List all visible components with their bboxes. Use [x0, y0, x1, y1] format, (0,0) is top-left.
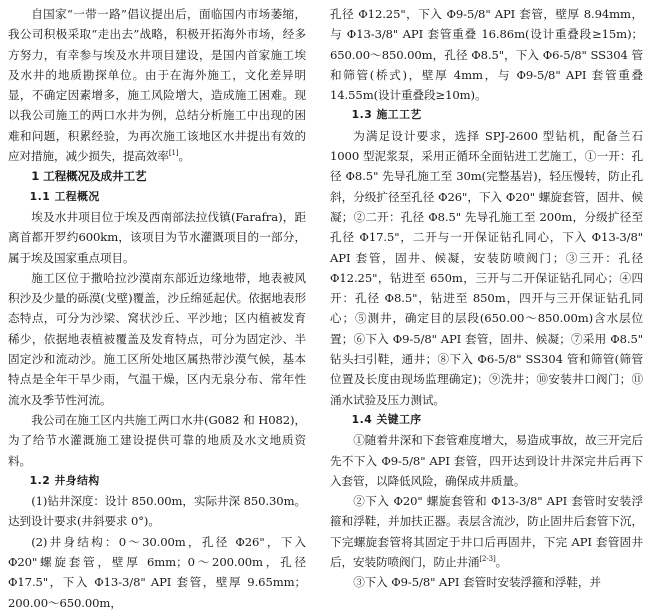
subsection-heading-1-2: 1.2 井身结构 [29, 473, 100, 487]
site-description-paragraph: 施工区位于撒哈拉沙漠南东部近边缘地带，地表被风积沙及少量的砾漠(戈壁)覆盖，沙丘绵延起伏。依据地表形态特点，可分为沙梁、窝状沙丘、平沙地；区内植被发育稀少，依据地表植被覆盖及发育特点，可分为固定沙、半固定沙和流动沙。施工区所处地区属热带沙漠气候，基本特点是全年干旱少雨，气温干燥，区内无泉分布、常年性流水及季节性河流。 [8, 270, 306, 407]
citation-ref: [1] [168, 149, 179, 158]
drilling-depth-paragraph: (1)钻井深度：设计 850.00m，实际井深 850.30m。达到设计要求(井斜要求 0°)。 [8, 494, 306, 529]
intro-end: 。 [178, 149, 191, 164]
key-step-2-text: ②下入 Φ20" 螺旋套管和 Φ13-3/8" API 套管时安装浮箍和浮鞋，并加扶正器。表层含流沙，防止固井后套管下沉，下完螺旋套管将其固定于井口后再固井，下完 API 套管固井后，安装防喷阀门，防止井涌 [330, 494, 643, 570]
construction-process-paragraph: 为满足设计要求，选择 SPJ-2600 型钻机，配备兰石 1000 型泥浆泵，采用正循环全面钻进工艺施工，①一开：孔径 Φ8.5" 先导孔施工至 30m(完整基岩)，轻压慢转，防止孔斜，分级扩径至孔径 Φ26"，下入 Φ20" 螺旋套管，固井、候凝；②二开：孔径 Φ8.5" 先导孔施工至 200m，分级扩径至孔径 Φ17.5"，二开与一开保证钻孔同心，下入 Φ13-3/8" API 套管，固井、候凝，安装防喷阀门；③三开：孔径 Φ12.25"，钻进至 650m，三开与二开保证钻孔同心；④四开：孔径 Φ8.5"，钻进至 850m，四开与三开保证钻孔同心；⑤测井，确定目的层段(650.00～850.00m)含水层位置；⑥下入 Φ9-5/8" API 套管，固井、候凝；⑦采用 Φ8.5" 钻头扫引鞋，通井；⑧下入 Φ6-5/8" SS304 管和筛管(筛管位置及长度由现场监理确定)；⑨洗井；⑩安装井口阀门；⑪涌水试验及压力测试。 [330, 128, 643, 407]
well-structure-paragraph: (2)井身结构：0～30.00m，孔径 Φ26"，下入 Φ20"螺旋套管，壁厚 6mm；0～200.00m，孔径 Φ17.5"，下入 Φ13-3/8" API 套管，壁厚 9.65mm；200.00～650.00m， [8, 534, 306, 610]
citation-ref: [2-3] [479, 555, 496, 564]
left-column [8, 4, 306, 613]
key-step-1-paragraph: ①随着井深和下套管难度增大，易造成事故，故三开完后先不下入 Φ9-5/8" API 套管，四开达到设计井深完井后再下入套管，以降低风险，确保成井质量。 [330, 433, 643, 488]
subsection-heading-1-3: 1.3 施工工艺 [351, 108, 422, 122]
key-step-3-paragraph: ③下入 Φ9-5/8" API 套管时安装浮箍和浮鞋，并 [353, 575, 601, 590]
intro-paragraph [8, 4, 306, 166]
right-column [330, 4, 643, 593]
wells-paragraph: 我公司在施工区内共施工两口水井(G082 和 H082)，为了给节水灌溉施工建设提供可靠的地质及水文地质资料。 [8, 412, 306, 468]
project-location-paragraph: 埃及水井项目位于埃及西南部法拉伐镇(Farafra)，距离首都开罗约600km，该项目为节水灌溉项目的一部分，属于埃及国家重点项目。 [8, 209, 306, 265]
section-heading-1: 1 工程概况及成井工艺 [31, 169, 147, 184]
intro-text: 自国家“一带一路”倡议提出后，面临国内市场萎缩，我公司积极采取“走出去”战略，积极开拓海外市场，经多方努力，有幸参与埃及水井项目建设，是国内首家施工埃及水井的地质勘探单位。由于在海外施工，文化差异明显，不确定因素增多，施工风险增大，造成施工困难。现以我公司施工的两口水井为例，总结分析施工中出现的困难和问题，积累经验，为再次施工该地区水井提出有效的应对措施，减少损失，提高效率 [8, 7, 306, 164]
subsection-heading-1-4: 1.4 关键工序 [351, 412, 422, 426]
key-step-2-end: 。 [495, 555, 508, 570]
subsection-heading-1-1: 1.1 工程概况 [29, 189, 100, 203]
well-structure-continued: 孔径 Φ12.25"，下入 Φ9-5/8" API 套管，壁厚 8.94mm，与 Φ13-3/8" API 套管重叠 16.86m(设计重叠段≥15m)；650.00～850.00m，孔径 Φ8.5"，下入 Φ6-5/8" SS304 管和筛管(桥式)，壁厚 4mm，与 Φ9-5/8" API 套管重叠 14.55m(设计重叠段≥10m)。 [330, 7, 643, 103]
key-step-2-paragraph [330, 491, 643, 572]
